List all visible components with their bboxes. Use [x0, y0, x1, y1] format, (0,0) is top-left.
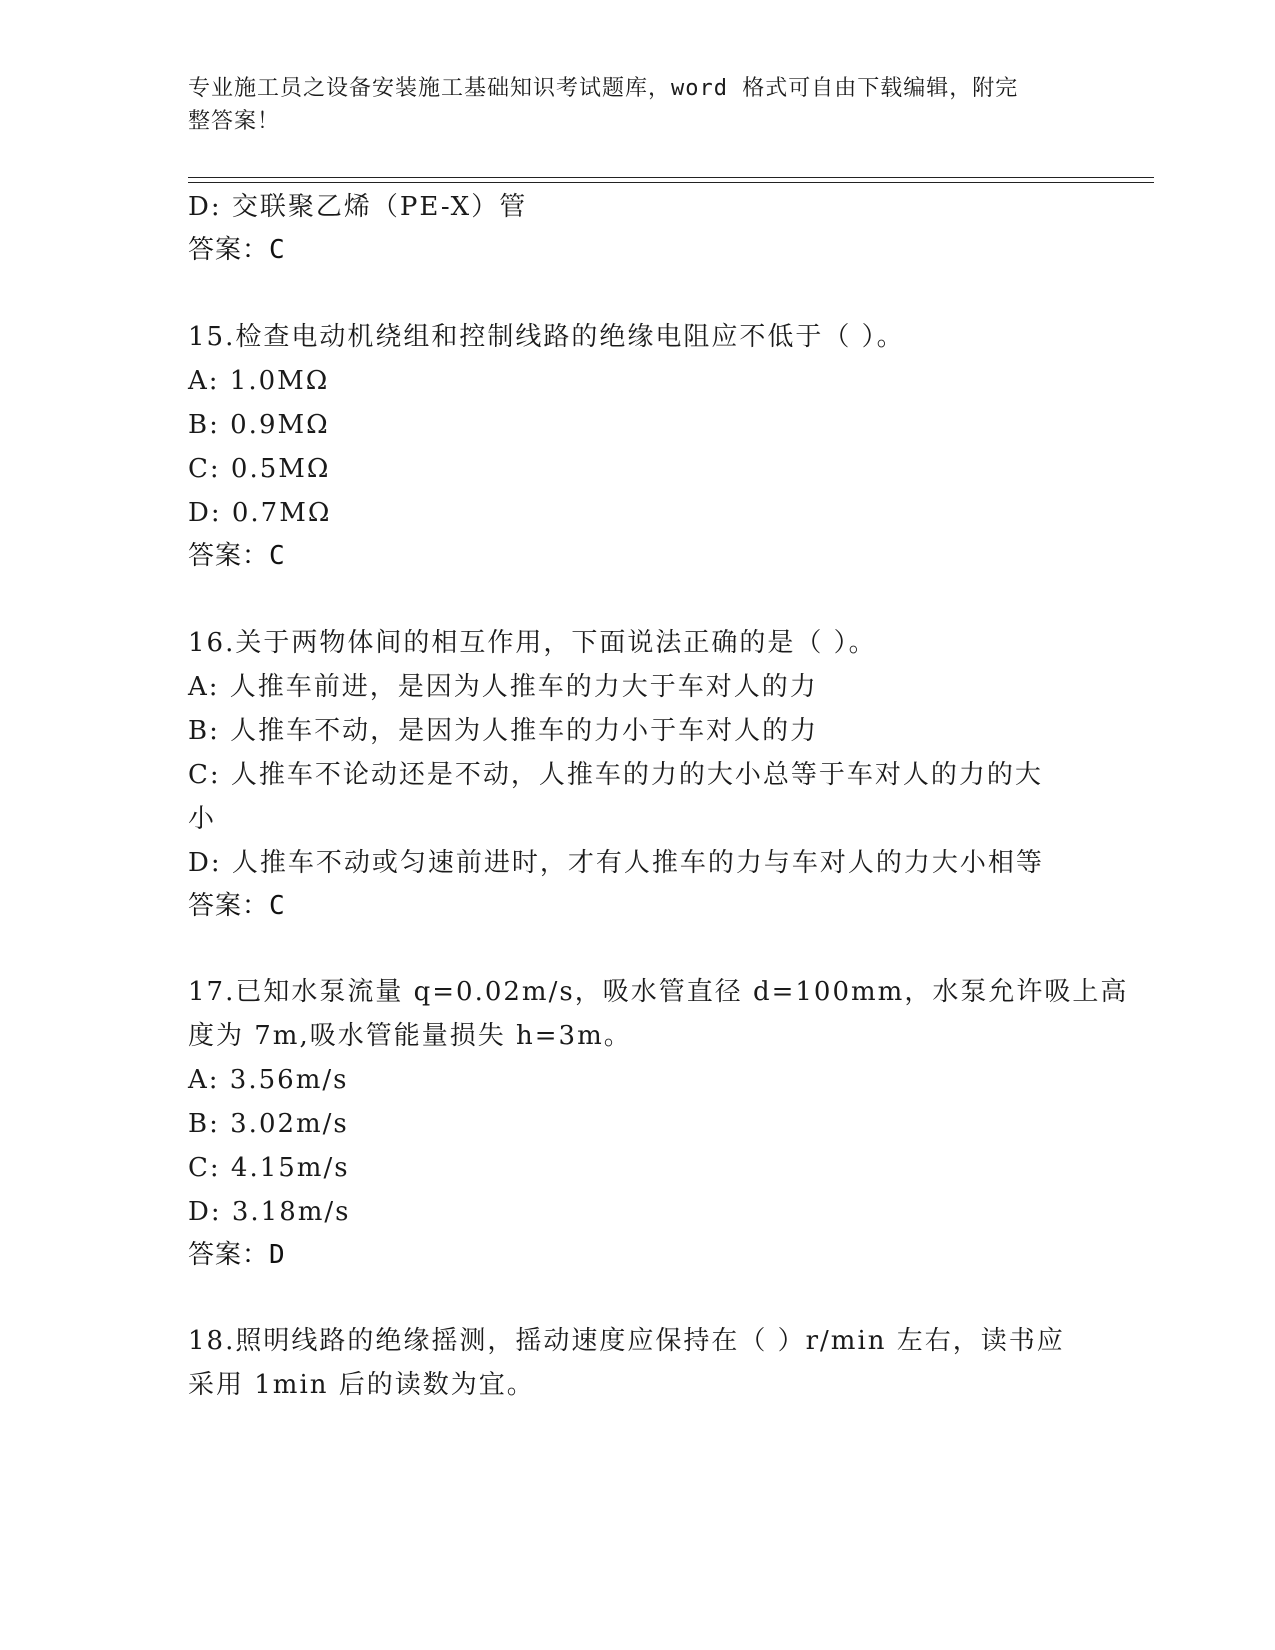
q18-stem-line-1: 18.照明线路的绝缘摇测，摇动速度应保持在（ ）r/min 左右，读书应	[188, 1326, 1065, 1356]
q16-option-c-line-1: C: 人推车不论动还是不动，人推车的力的大小总等于车对人的力的大	[188, 760, 1043, 790]
q17-stem-line-2: 度为 7m,吸水管能量损失 h=3m。	[188, 1021, 632, 1051]
header-note-line-2: 整答案！	[188, 109, 281, 134]
q16-option-c-line-2: 小	[188, 804, 217, 834]
q15-stem: 15.检查电动机绕组和控制线路的绝缘电阻应不低于（ ）。	[188, 322, 905, 352]
prev-question-answer: 答案：C	[188, 235, 286, 265]
q17-option-d: D: 3.18m/s	[188, 1197, 351, 1227]
prev-question-option-d: D: 交联聚乙烯（PE-X）管	[188, 192, 528, 222]
q17-stem-line-1: 17.已知水泵流量 q=0.02m/s，吸水管直径 d=100mm，水泵允许吸上高	[188, 977, 1129, 1007]
q15-option-d: D: 0.7MΩ	[188, 498, 332, 528]
q17-option-a: A: 3.56m/s	[188, 1065, 349, 1095]
q15-option-a: A: 1.0MΩ	[188, 366, 330, 396]
header-rule-top	[188, 177, 1154, 178]
q16-answer: 答案：C	[188, 891, 286, 921]
q18-stem-line-2: 采用 1min 后的读数为宜。	[188, 1370, 535, 1400]
q15-option-b: B: 0.9MΩ	[188, 410, 330, 440]
q17-option-c: C: 4.15m/s	[188, 1153, 350, 1183]
q15-answer: 答案：C	[188, 541, 286, 571]
q17-option-b: B: 3.02m/s	[188, 1109, 349, 1139]
q16-option-d: D: 人推车不动或匀速前进时，才有人推车的力与车对人的力大小相等	[188, 848, 1044, 878]
q16-stem: 16.关于两物体间的相互作用，下面说法正确的是（ ）。	[188, 628, 877, 658]
header-note-line-1: 专业施工员之设备安装施工基础知识考试题库，word 格式可自由下载编辑，附完	[188, 76, 1019, 101]
q15-option-c: C: 0.5MΩ	[188, 454, 331, 484]
q16-option-b: B: 人推车不动，是因为人推车的力小于车对人的力	[188, 716, 819, 746]
header-note	[188, 72, 1088, 138]
header-rule-bottom	[188, 182, 1154, 183]
q17-answer: 答案：D	[188, 1240, 286, 1270]
q16-option-a: A: 人推车前进，是因为人推车的力大于车对人的力	[188, 672, 818, 702]
